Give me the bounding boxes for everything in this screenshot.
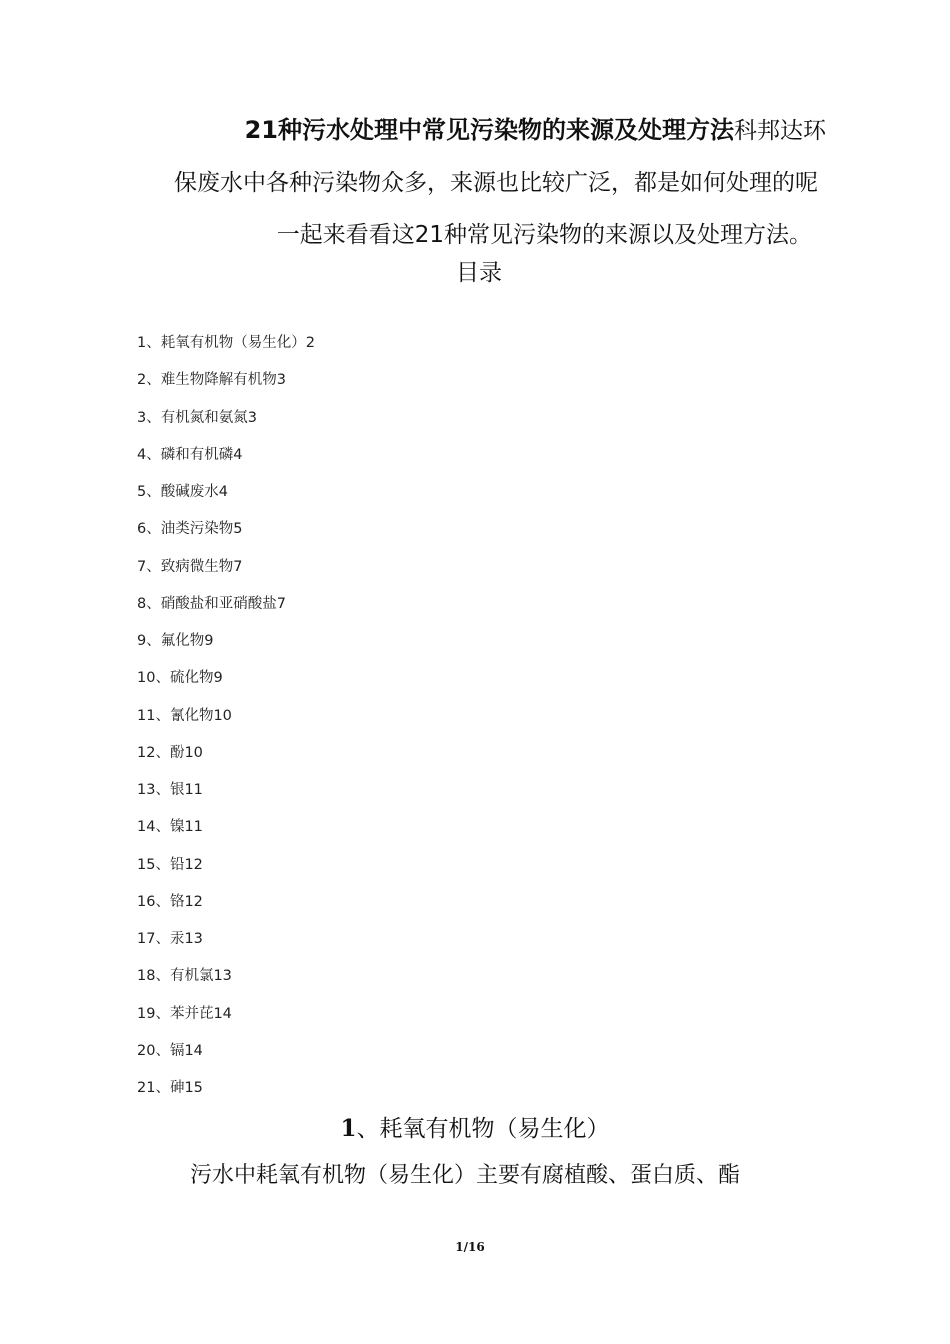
toc-item[interactable]: 18、有机氯13 [137, 968, 232, 985]
toc-item[interactable]: 8、硝酸盐和亚硝酸盐7 [137, 595, 286, 612]
toc-item[interactable]: 14、镍11 [137, 819, 203, 836]
toc-item[interactable]: 1、耗氧有机物（易生化）2 [137, 335, 315, 351]
toc-item[interactable]: 7、致病微生物7 [137, 558, 243, 575]
title-line-3: 一起来看看这21种常见污染物的来源以及处理方法。 [276, 222, 812, 248]
toc-item[interactable]: 15、铅12 [137, 856, 203, 873]
title-main: 21种污水处理中常见污染物的来源及处理方法 [244, 116, 734, 144]
page-number: 1/16 [455, 1240, 485, 1254]
toc-item[interactable]: 16、铬12 [137, 893, 203, 910]
toc-item[interactable]: 4、磷和有机磷4 [137, 446, 243, 463]
toc-item[interactable]: 5、酸碱废水4 [137, 484, 228, 500]
toc-item[interactable]: 17、汞13 [137, 931, 203, 947]
toc-item[interactable]: 19、苯并芘14 [137, 1005, 232, 1022]
toc-item[interactable]: 9、氟化物9 [137, 633, 214, 649]
table-of-contents [137, 330, 315, 1112]
section-number: 1 [340, 1115, 357, 1142]
section-heading [0, 1112, 950, 1146]
toc-item[interactable]: 12、酚10 [137, 744, 203, 761]
toc-item[interactable]: 11、氰化物10 [137, 707, 232, 724]
toc-item[interactable]: 6、油类污染物5 [137, 521, 243, 538]
toc-item[interactable]: 10、硫化物9 [137, 670, 223, 687]
document-title [130, 104, 830, 261]
toc-item[interactable]: 2、难生物降解有机物3 [137, 372, 286, 389]
title-line-1 [130, 104, 830, 157]
section-title: 、耗氧有机物（易生化） [356, 1116, 610, 1142]
toc-item[interactable]: 13、银11 [137, 782, 203, 798]
section-body-text: 污水中耗氧有机物（易生化）主要有腐植酸、蛋白质、酯 [190, 1163, 741, 1188]
toc-item[interactable]: 21、砷15 [137, 1080, 203, 1096]
toc-item[interactable]: 3、有机氮和氨氮3 [137, 409, 257, 426]
title-suffix: 科邦达环 [734, 118, 826, 144]
title-line-2: 保废水中各种污染物众多，来源也比较广泛，都是如何处理的呢 [174, 170, 818, 196]
toc-item[interactable]: 20、镉14 [137, 1042, 203, 1059]
toc-heading: 目录 [456, 260, 502, 286]
